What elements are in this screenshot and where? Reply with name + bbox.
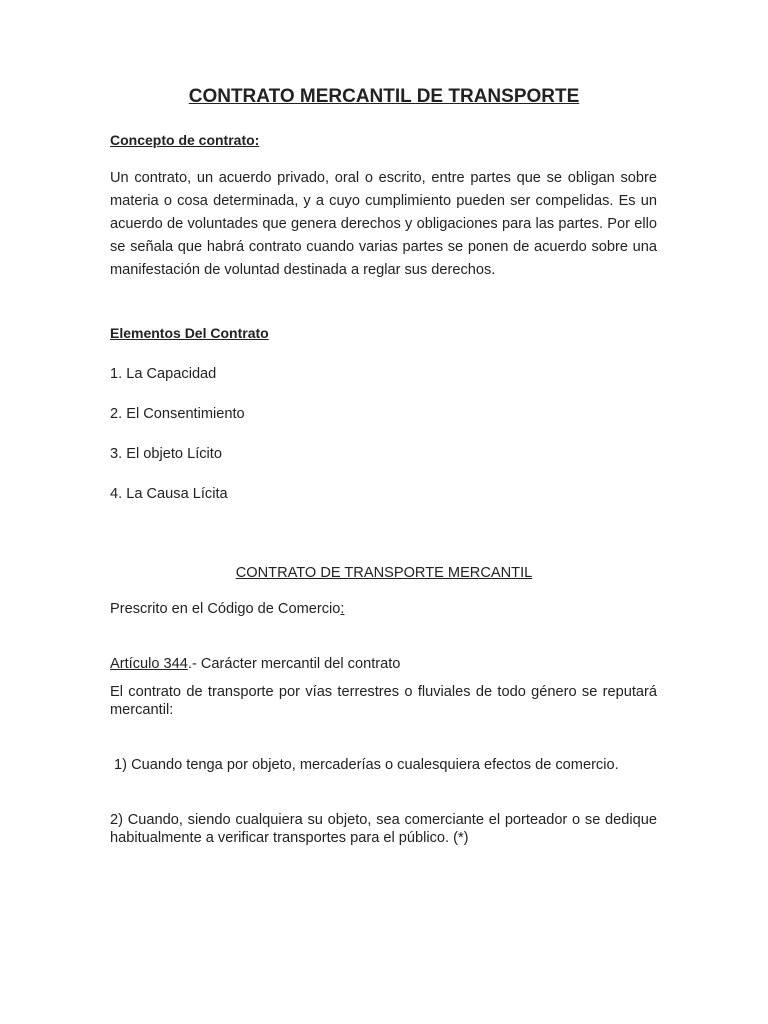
condition-item-2: 2) Cuando, siendo cualquiera su objeto, sea comerciante el porteador o se dedique habitualmente a verificar transportes para el público. (*) <box>110 812 657 846</box>
list-item-2: 2. El Consentimiento <box>110 406 245 422</box>
list-item-4: 4. La Causa Lícita <box>110 486 228 502</box>
document-title: CONTRATO MERCANTIL DE TRANSPORTE <box>188 86 580 107</box>
list-item-1: 1. La Capacidad <box>110 366 217 382</box>
heading-elementos: Elementos Del Contrato <box>110 325 269 341</box>
prescrito-text: Prescrito en el Código de Comercio <box>110 601 341 617</box>
paragraph-articulo: El contrato de transporte por vías terrestres o fluviales de todo género se reputará mercantil: <box>110 684 657 718</box>
heading-concepto: Concepto de contrato: <box>110 132 260 148</box>
heading-transporte-mercantil: CONTRATO DE TRANSPORTE MERCANTIL <box>235 565 533 581</box>
articulo-line <box>110 655 657 673</box>
list-item-3: 3. El objeto Lícito <box>110 446 222 462</box>
prescrito-colon: : <box>340 601 345 617</box>
condition-item-1: 1) Cuando tenga por objeto, mercaderías o cualesquiera efectos de comercio. <box>110 757 619 773</box>
paragraph-concepto: Un contrato, un acuerdo privado, oral o escrito, entre partes que se obligan sobre materia o cosa determinada, y a cuyo cumplimiento pueden ser compelidas. Es un acuerdo de voluntades que genera derechos y obligaciones para las partes. Por ello se señala que habrá contrato cuando varias partes se ponen de acuerdo sobre una manifestación de voluntad destinada a reglar sus derechos. <box>110 170 657 278</box>
prescrito-line <box>110 600 657 618</box>
articulo-rest: .- Carácter mercantil del contrato <box>187 656 401 672</box>
articulo-label: Artículo 344 <box>110 656 188 672</box>
